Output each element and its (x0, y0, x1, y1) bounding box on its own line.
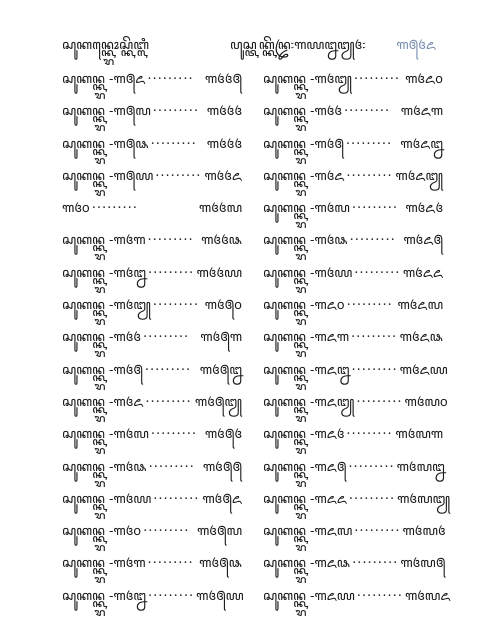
toc-entry-label: ꦱꦸꦏꦤ꧀ꦏ꧀ꦫ -꧑꧔꧒ (62, 265, 146, 281)
toc-entry-label: ꦱꦸꦏꦤ꧀ꦏ꧀ꦫ -꧑꧔꧐ (62, 524, 142, 540)
toc-entry-label: ꦱꦸꦏꦤ꧀ꦏ꧀ꦫ -꧑꧔꧑ (62, 233, 146, 249)
toc-entry[interactable] (263, 133, 443, 165)
toc-entry[interactable] (263, 456, 443, 488)
toc-leader-dots: ......... (354, 261, 401, 277)
toc-entry-page: ꧑꧔꧔꧙ (196, 265, 242, 281)
toc-entry[interactable] (62, 326, 242, 358)
toc-entry-label: ꦱꦸꦏꦤ꧀ꦏ꧀ꦫ -꧑꧔꧘ (62, 459, 147, 475)
toc-entry-label: ꦱꦸꦏꦤ꧀ꦏ꧀ꦫ -꧑꧖꧑ (263, 330, 349, 346)
toc-entry-page: ꧑꧔꧖꧘ (399, 330, 443, 346)
toc-entry[interactable] (62, 100, 242, 132)
toc-entry-page: ꧑꧔꧕꧙ (196, 588, 244, 604)
toc-entry[interactable] (263, 197, 443, 229)
toc-entry[interactable] (263, 520, 446, 552)
toc-entry[interactable] (263, 229, 443, 261)
toc-entry-label: ꦱꦸꦏꦤ꧀ꦏ꧀ꦫ -꧑꧔꧘ (263, 233, 348, 249)
toc-entry-page: ꧑꧔꧖꧕ (403, 233, 443, 249)
toc-entry-label: ꦱꦸꦏꦤ꧀ꦏ꧀ꦫ -꧑꧖꧘ (263, 556, 351, 572)
toc-entry-page: ꧑꧔꧔꧘ (201, 233, 242, 249)
toc-entry-label: ꦱꦸꦏꦤ꧀ꦏ꧀ꦫ -꧑꧖꧓ (263, 394, 355, 410)
toc-entry[interactable] (62, 165, 242, 197)
toc-entry-page: ꧑꧔꧕꧐ (204, 298, 242, 314)
toc-entry-label: ꦱꦸꦏꦤ꧀ꦏ꧀ꦫ -꧑꧔꧔ (62, 330, 141, 346)
page-header (62, 34, 436, 56)
toc-entry-label: ꦱꦸꦏꦤ꧀ꦏ꧀ꦫ -꧑꧖꧕ (263, 459, 347, 475)
toc-entry-label: ꦱꦸꦏꦤ꧀ꦏ꧀ꦫ -꧑꧔꧕ (62, 362, 143, 378)
toc-leader-dots: ......... (147, 584, 195, 600)
toc-leader-dots: ......... (353, 68, 401, 83)
toc-entry-page: ꧑꧔꧕꧖ (202, 491, 242, 507)
toc-entry[interactable] (263, 487, 451, 520)
toc-leader-dots: ......... (349, 229, 396, 245)
toc-entry-label: ꦱꦸꦏꦤ꧀ꦏ꧀ꦫ -꧑꧖꧙ (263, 588, 355, 604)
toc-entry[interactable] (62, 359, 242, 391)
toc-leader-dots: ......... (153, 487, 200, 503)
toc-entry-label: ꦱꦸꦏꦤ꧀ꦏ꧀ꦫ -꧑꧔꧗ (62, 427, 149, 443)
toc-leader-dots: ......... (142, 326, 190, 342)
toc-entry-label: ꦱꦸꦏꦤ꧀ꦏ꧀ꦫ -꧑꧔꧒ (62, 588, 146, 604)
toc-leader-dots: ......... (147, 229, 194, 245)
toc-leader-dots: ......... (147, 552, 194, 568)
toc-entry-page: ꧑꧔꧕꧓ (194, 394, 242, 410)
toc-entry-label: ꦱꦸꦏꦤ꧀ꦏ꧀ꦫ -꧑꧔꧕ (263, 136, 344, 152)
toc-entry-label: ꦱꦸꦏꦤ꧀ꦏ꧀ꦫ -꧑꧕꧙ (62, 168, 154, 184)
toc-entry-page: ꧑꧔꧖꧗ (397, 298, 443, 314)
toc-entry[interactable] (62, 68, 242, 100)
toc-entry[interactable] (62, 423, 242, 455)
toc-entry[interactable] (62, 585, 242, 617)
toc-entry-label: ꦱꦸꦏꦤ꧀ꦏ꧀ꦫ -꧑꧖꧖ (263, 491, 347, 507)
toc-entry-label: ꦱꦸꦏꦤ꧀ꦏ꧀ꦫ -꧑꧔꧓ (62, 298, 151, 314)
toc-entry-page: ꧑꧔꧗꧓ (397, 491, 451, 507)
toc-entry-page: ꧑꧔꧗꧑ (395, 427, 443, 443)
toc-entry-label: ꦱꦸꦏꦤ꧀ꦏ꧀ꦫ -꧑꧕꧘ (62, 136, 149, 152)
toc-entry[interactable] (62, 197, 242, 229)
toc-entry-page: ꧑꧔꧖꧖ (402, 265, 443, 281)
toc-entry-page: ꧑꧔꧕꧗ (196, 524, 242, 540)
toc-entry-label: ꦱꦸꦏꦤ꧀ꦏ꧀ꦫ -꧑꧖꧐ (263, 298, 345, 314)
toc-entry-page: ꧑꧔꧖꧒ (400, 136, 443, 152)
toc-leader-dots: ......... (148, 455, 195, 471)
toc-leader-dots: ......... (343, 100, 391, 116)
toc-entry-page: ꧑꧔꧔꧗ (198, 201, 242, 217)
toc-leader-dots: ......... (346, 423, 393, 439)
toc-leader-dots: ......... (150, 132, 197, 148)
toc-leader-dots: ......... (155, 164, 202, 180)
toc-entry-label: ꦱꦸꦏꦤ꧀ꦏ꧀ꦫ -꧑꧖꧗ (263, 524, 353, 540)
toc-entry[interactable] (263, 423, 443, 455)
toc-entry-label: ꦱꦸꦏꦤ꧀ꦏ꧀ꦫ -꧑꧔꧑ (62, 556, 146, 572)
toc-leader-dots: ......... (346, 294, 393, 310)
toc-leader-dots: ......... (350, 326, 398, 342)
toc-leader-dots: ......... (352, 552, 399, 568)
toc-leader-dots: ......... (348, 487, 396, 503)
toc-entry[interactable] (263, 68, 443, 100)
toc-entry-page: ꧑꧔꧔꧕ (204, 72, 242, 87)
toc-entry-label: ꦱꦸꦏꦤ꧀ꦏ꧀ꦫ -꧑꧔꧙ (263, 265, 353, 281)
toc-entry-page: ꧑꧔꧔꧔ (206, 136, 242, 152)
toc-entry[interactable] (62, 294, 242, 326)
toc-entry-page: ꧑꧔꧕꧘ (199, 556, 242, 572)
toc-entry[interactable] (263, 294, 443, 326)
toc-entry-label: ꦱꦸꦏꦤ꧀ꦏ꧀ꦫ -꧑꧔꧗ (263, 201, 350, 217)
toc-leader-dots: ......... (150, 423, 198, 439)
toc-leader-dots: ......... (143, 520, 190, 536)
toc-column-left (62, 68, 242, 617)
toc-entry-page: ꧑꧔꧗꧔ (402, 524, 446, 540)
book-title: ꦱꦸꦏꦤ꧀ꦏ꧀ꦫꦺꦴꦱ꧀ꦏꦼꦧ꧀ꦭꦶ (62, 38, 149, 53)
toc-entry-label: ꦱꦸꦏꦤ꧀ꦏ꧀ꦫ -꧑꧔꧖ (62, 394, 144, 410)
toc-entry[interactable] (263, 326, 443, 358)
toc-entry[interactable] (263, 584, 451, 617)
toc-leader-dots: ......... (147, 261, 195, 277)
toc-entry[interactable] (62, 488, 242, 520)
page-number: ꧑꧕꧔꧖ (396, 38, 436, 53)
toc-entry-page: ꧑꧔꧖꧙ (399, 362, 448, 378)
toc-leader-dots: ......... (91, 197, 138, 213)
toc-entry[interactable] (62, 133, 242, 165)
toc-entry-page: ꧑꧔꧖꧑ (400, 104, 443, 120)
chapter-title: ꦥꦸꦱ꧀ꦠꦏ꧀ꦏꦼꦤ꧀ꦢꦿ꧇꧑꧙꧒꧓꧔꧇ (230, 38, 366, 53)
toc-entry-page: ꧑꧔꧕꧔ (204, 427, 242, 443)
toc-leader-dots: ......... (152, 100, 199, 116)
toc-entry-page: ꧑꧔꧗꧖ (404, 588, 451, 604)
toc-entry[interactable] (62, 456, 242, 488)
toc-entry-page: ꧑꧔꧖꧐ (405, 72, 443, 87)
toc-leader-dots: ......... (147, 68, 194, 83)
toc-leader-dots: ......... (351, 358, 398, 374)
toc-entry[interactable] (62, 520, 242, 552)
toc-entry-label: ꦱꦸꦏꦤ꧀ꦏ꧀ꦫ -꧑꧖꧔ (263, 427, 345, 443)
toc-entry-page: ꧑꧔꧕꧕ (202, 459, 242, 475)
toc-entry-page: ꧑꧔꧗꧐ (404, 394, 448, 410)
toc-leader-dots: ......... (144, 358, 192, 374)
toc-entry-label: ꦱꦸꦏꦤ꧀ꦏ꧀ꦫ -꧑꧕꧗ (62, 104, 151, 120)
toc-leader-dots: ......... (152, 294, 200, 310)
toc-entry-page: ꧑꧔꧕꧑ (200, 330, 242, 346)
toc-leader-dots: ......... (345, 132, 393, 148)
toc-leader-dots: ......... (348, 455, 395, 471)
toc-entry-page: ꧑꧔꧔꧔ (206, 104, 242, 120)
toc-entry[interactable] (263, 100, 443, 132)
toc-leader-dots: ......... (356, 390, 403, 406)
toc-entry[interactable] (62, 552, 242, 584)
toc-entry-label: ꦱꦸꦏꦤ꧀ꦏ꧀ꦫ -꧑꧔꧖ (263, 168, 345, 184)
toc-leader-dots: ......... (356, 584, 403, 600)
toc-entry-label: ꧑꧔꧐ (62, 201, 90, 217)
toc-entry[interactable] (263, 358, 448, 391)
toc-leader-dots: ......... (354, 520, 401, 536)
toc-entry-label: ꦱꦸꦏꦤ꧀ꦏ꧀ꦫ -꧑꧔꧓ (263, 72, 352, 87)
toc-entry[interactable] (62, 262, 242, 294)
toc-entry-page: ꧑꧔꧗꧒ (396, 459, 445, 475)
toc-entry-label: ꦱꦸꦏꦤ꧀ꦏ꧀ꦫ -꧑꧔꧔ (263, 104, 342, 120)
toc-leader-dots: ......... (145, 390, 192, 406)
toc-entry-label: ꦱꦸꦏꦤ꧀ꦏ꧀ꦫ -꧑꧕꧖ (62, 72, 146, 87)
toc-entry[interactable] (263, 262, 443, 294)
toc-column-right (263, 68, 451, 617)
toc-entry[interactable] (62, 391, 242, 423)
toc-leader-dots: ......... (346, 164, 393, 180)
toc-entry[interactable] (62, 229, 242, 261)
toc-entry-page: ꧑꧔꧕꧒ (199, 362, 242, 378)
toc-entry-label: ꦱꦸꦏꦤ꧀ꦏ꧀ꦫ -꧑꧔꧙ (62, 491, 152, 507)
toc-leader-dots: ......... (351, 197, 399, 213)
toc-entry[interactable] (263, 165, 443, 197)
toc-entry-page: ꧑꧔꧖꧓ (395, 168, 443, 184)
toc-entry-page: ꧑꧔꧖꧔ (405, 201, 443, 217)
toc-entry[interactable] (263, 390, 448, 423)
toc-entry-page: ꧑꧔꧔꧖ (204, 168, 242, 184)
toc-entry[interactable] (263, 552, 446, 584)
toc-entry-label: ꦱꦸꦏꦤ꧀ꦏ꧀ꦫ -꧑꧖꧒ (263, 362, 350, 378)
toc-entry-page: ꧑꧔꧗꧕ (400, 556, 446, 572)
